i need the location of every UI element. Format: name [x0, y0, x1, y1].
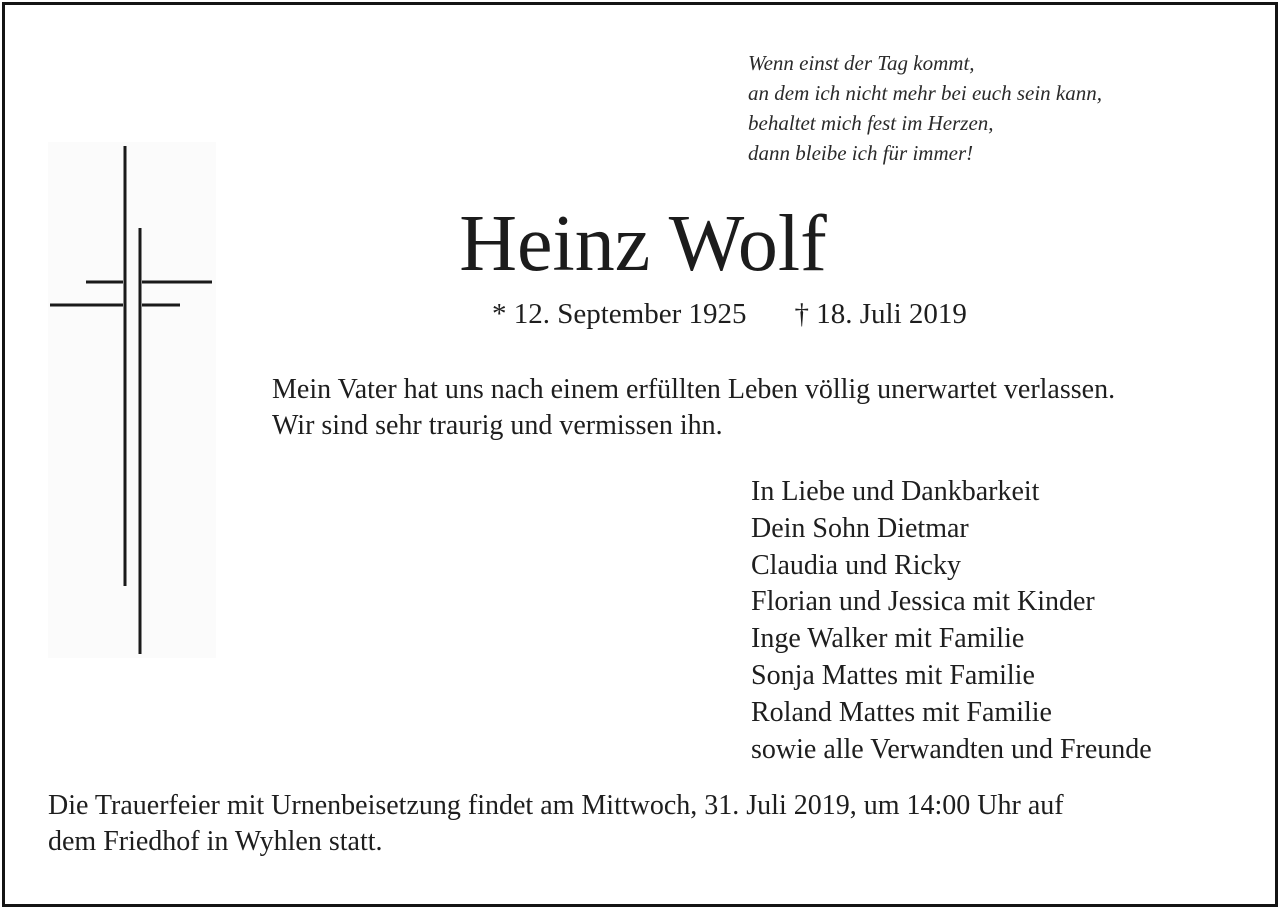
mourner-line: In Liebe und Dankbarkeit [751, 476, 1040, 507]
funeral-line: Die Trauerfeier mit Urnenbeisetzung findet am Mittwoch, 31. Juli 2019, um 14:00 Uhr auf [48, 790, 1064, 821]
funeral-notice [48, 788, 1248, 860]
birth-date: * 12. September 1925 [492, 298, 747, 330]
mourner-line: Inge Walker mit Familie [751, 623, 1025, 655]
message-line: Mein Vater hat uns nach einem erfüllten Leben völlig unerwartet verlassen. [272, 374, 1116, 405]
funeral-line: dem Friedhof in Wyhlen statt. [48, 826, 383, 857]
mourner-line: Dein Sohn Dietmar [751, 512, 969, 544]
life-dates [492, 296, 967, 332]
mourners-list [751, 474, 1152, 768]
poem-line: dann bleibe ich für immer! [748, 141, 974, 165]
mourner-line: Claudia und Ricky [751, 549, 961, 581]
mourner-line: Roland Mattes mit Familie [751, 696, 1052, 728]
mourner-line: sowie alle Verwandten und Freunde [751, 733, 1152, 765]
death-date: † 18. Juli 2019 [794, 298, 967, 330]
mourner-line: Florian und Jessica mit Kinder [751, 586, 1095, 618]
poem-line: Wenn einst der Tag kommt, [748, 51, 975, 75]
poem-line: an dem ich nicht mehr bei euch sein kann, [748, 81, 1102, 105]
poem-line: behaltet mich fest im Herzen, [748, 111, 994, 135]
deceased-name: Heinz Wolf [459, 200, 827, 288]
mourner-line: Sonja Mattes mit Familie [751, 659, 1035, 691]
poem [748, 48, 1102, 168]
farewell-message [272, 372, 1115, 444]
message-line: Wir sind sehr traurig und vermissen ihn. [272, 410, 723, 441]
